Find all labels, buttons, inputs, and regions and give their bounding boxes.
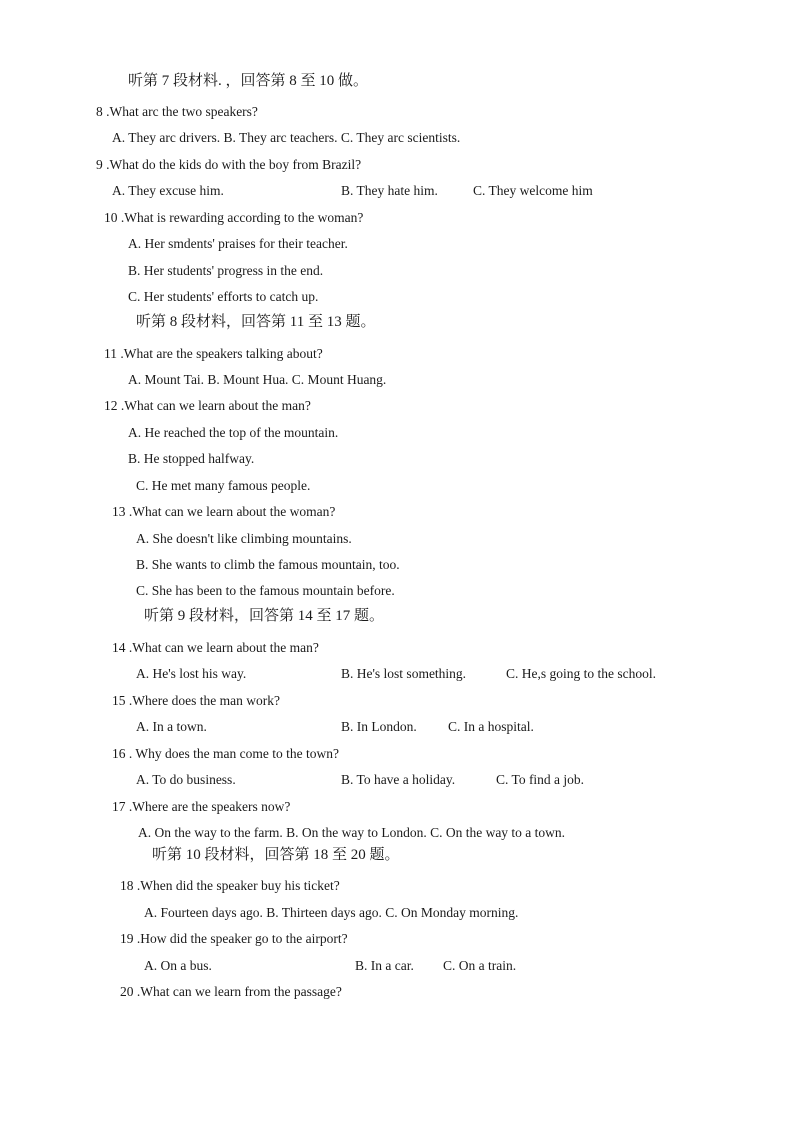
option-14b: B. He's lost something. [341, 666, 467, 681]
question-16: 16 . Why does the man come to the town? [112, 746, 339, 761]
section-header: 听第 9 段材料，回答第 14 至 17 题。 [144, 608, 385, 624]
option-15c: C. In a hospital. [448, 719, 534, 734]
option-9a: A. They excuse him. [112, 183, 224, 198]
section-header: 听第 10 段材料，回答第 18 至 20 题。 [152, 847, 400, 863]
options-18: A. Fourteen days ago. B. Thirteen days ago. C. On Monday morning. [144, 905, 519, 920]
question-15: 15 .Where does the man work? [112, 693, 280, 708]
option-13c: C. She has been to the famous mountain before. [136, 583, 395, 598]
option-19c: C. On a train. [443, 958, 517, 973]
option-16c: C. To find a job. [496, 772, 585, 787]
section-header: 听第 7 段材料. ，回答第 8 至 10 做。 [128, 73, 369, 89]
option-19b: B. In a car. [355, 958, 414, 973]
question-17: 17 .Where are the speakers now? [112, 799, 291, 814]
option-12b: B. He stopped halfway. [128, 451, 255, 466]
question-18: 18 .When did the speaker buy his ticket? [120, 878, 340, 893]
option-10b: B. Her students' progress in the end. [128, 263, 324, 278]
option-10a: A. Her smdents' praises for their teacher. [128, 236, 348, 251]
option-12c: C. He met many famous people. [136, 478, 311, 493]
options-17: A. On the way to the farm. B. On the way to London. C. On the way to a town. [138, 825, 566, 840]
option-13b: B. She wants to climb the famous mountain, too. [136, 557, 400, 572]
question-12: 12 .What can we learn about the man? [104, 398, 311, 413]
option-15b: B. In London. [341, 719, 417, 734]
option-19a: A. On a bus. [144, 958, 212, 973]
option-10c: C. Her students' efforts to catch up. [128, 289, 319, 304]
question-10: 10 .What is rewarding according to the woman? [104, 210, 364, 225]
question-14: 14 .What can we learn about the man? [112, 640, 319, 655]
option-9b: B. They hate him. [341, 183, 438, 198]
question-9: 9 .What do the kids do with the boy from Brazil? [96, 157, 362, 172]
option-14a: A. He's lost his way. [136, 666, 247, 681]
question-8: 8 .What arc the two speakers? [96, 104, 258, 119]
option-13a: A. She doesn't like climbing mountains. [136, 531, 352, 546]
section-header: 听第 8 段材料，回答第 11 至 13 题。 [136, 314, 376, 330]
option-14c: C. He,s going to the school. [506, 666, 656, 681]
option-12a: A. He reached the top of the mountain. [128, 425, 339, 440]
question-20: 20 .What can we learn from the passage? [120, 984, 342, 999]
question-19: 19 .How did the speaker go to the airport? [120, 931, 348, 946]
options-8: A. They arc drivers. B. They arc teachers. C. They arc scientists. [112, 130, 461, 145]
option-16a: A. To do business. [136, 772, 236, 787]
option-16b: B. To have a holiday. [341, 772, 456, 787]
question-11: 11 .What are the speakers talking about? [104, 346, 323, 361]
option-9c: C. They welcome him [473, 183, 593, 198]
option-15a: A. In a town. [136, 719, 207, 734]
question-13: 13 .What can we learn about the woman? [112, 504, 336, 519]
options-11: A. Mount Tai. B. Mount Hua. C. Mount Huang. [128, 372, 387, 387]
